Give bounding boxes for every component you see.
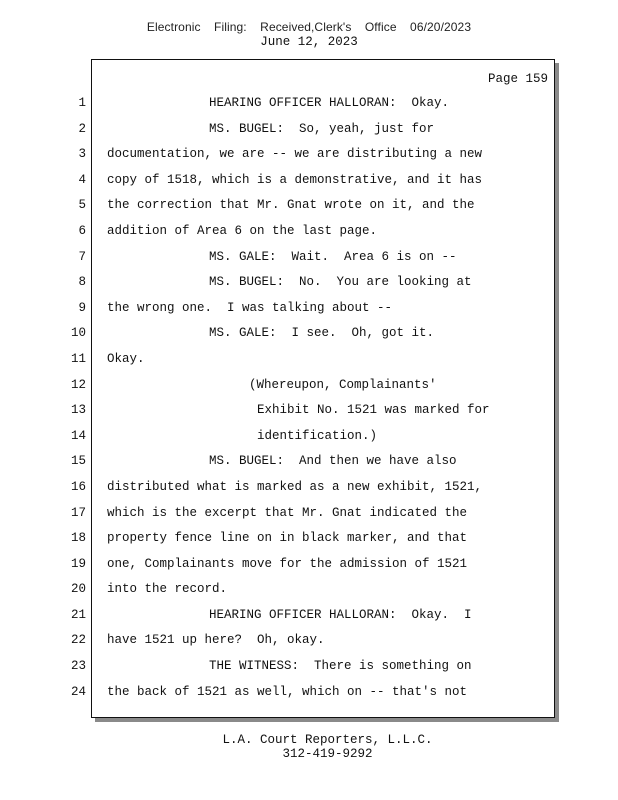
- line-number: 5: [78, 198, 86, 213]
- transcript-line: HEARING OFFICER HALLORAN: Okay.: [209, 96, 450, 110]
- line-number: 17: [70, 505, 86, 520]
- transcript-line: copy of 1518, which is a demonstrative, and it has: [107, 172, 483, 187]
- transcript-line: property fence line on in black marker, and that: [107, 531, 468, 546]
- page-number: Page 159: [487, 72, 548, 86]
- transcript-line: documentation, we are -- we are distributing a new: [107, 147, 483, 162]
- line-number: 3: [78, 147, 86, 162]
- transcript-line: into the record.: [107, 582, 228, 597]
- transcript-body: [107, 94, 547, 708]
- transcript-line: MS. BUGEL: No. You are looking at: [209, 275, 472, 290]
- transcript-line: Exhibit No. 1521 was marked for: [257, 403, 490, 418]
- transcript-line: the back of 1521 as well, which on -- that's not: [107, 684, 468, 699]
- transcript-line: MS. BUGEL: So, yeah, just for: [209, 121, 435, 136]
- line-number: 18: [70, 531, 86, 546]
- transcript-line: Okay.: [107, 351, 145, 366]
- transcript-line: have 1521 up here? Oh, okay.: [107, 633, 325, 648]
- line-number: 4: [78, 172, 86, 187]
- line-number: 11: [70, 351, 86, 366]
- line-number: 19: [70, 556, 86, 571]
- transcript-line: (Whereupon, Complainants': [249, 377, 437, 392]
- transcript-line: addition of Area 6 on the last page.: [107, 223, 378, 238]
- line-number: 1: [78, 96, 86, 110]
- line-number: 22: [70, 633, 86, 648]
- transcript-line: distributed what is marked as a new exhibit, 1521,: [107, 479, 483, 494]
- transcript-line: the correction that Mr. Gnat wrote on it, and the: [107, 198, 475, 213]
- transcript-line: MS. GALE: Wait. Area 6 is on --: [209, 249, 457, 264]
- line-number: 15: [70, 454, 86, 469]
- line-number: 21: [70, 607, 86, 622]
- line-number: 12: [70, 377, 86, 392]
- line-number: 9: [78, 300, 86, 315]
- filing-stamp-office: Office: [364, 20, 397, 34]
- footer-phone: 312-419-9292: [282, 747, 373, 761]
- transcript-line: THE WITNESS: There is something on: [209, 659, 472, 674]
- line-number: 6: [78, 223, 86, 238]
- transcript-date: June 12, 2023: [260, 35, 358, 49]
- line-number: 8: [78, 275, 86, 290]
- line-number: 24: [70, 684, 86, 699]
- filing-stamp-received: Received,Clerk's: [260, 20, 352, 34]
- line-number: 14: [70, 428, 86, 443]
- filing-stamp-date: 06/20/2023: [410, 20, 472, 34]
- line-number: 23: [70, 659, 86, 674]
- transcript-line: one, Complainants move for the admission of 1521: [107, 556, 468, 571]
- line-number: 20: [70, 582, 86, 597]
- transcript-line: which is the excerpt that Mr. Gnat indicated the: [107, 505, 468, 520]
- transcript-line: MS. BUGEL: And then we have also: [209, 454, 457, 469]
- filing-stamp-filing: Filing:: [214, 20, 247, 34]
- filing-stamp-label: Electronic: [146, 20, 201, 34]
- transcript-line: the wrong one. I was talking about --: [107, 300, 393, 315]
- transcript-line: HEARING OFFICER HALLORAN: Okay. I: [209, 607, 472, 622]
- reporter-footer: [0, 733, 618, 761]
- line-number: 10: [70, 326, 86, 341]
- line-number: 16: [70, 479, 86, 494]
- electronic-filing-stamp: [0, 20, 618, 34]
- transcript-line: MS. GALE: I see. Oh, got it.: [209, 326, 435, 341]
- line-number: 2: [78, 121, 86, 136]
- line-number-column: [60, 94, 86, 708]
- footer-company: L.A. Court Reporters, L.L.C.: [222, 733, 433, 747]
- line-number: 13: [70, 403, 86, 418]
- transcript-line: identification.): [257, 428, 378, 443]
- line-number: 7: [78, 249, 86, 264]
